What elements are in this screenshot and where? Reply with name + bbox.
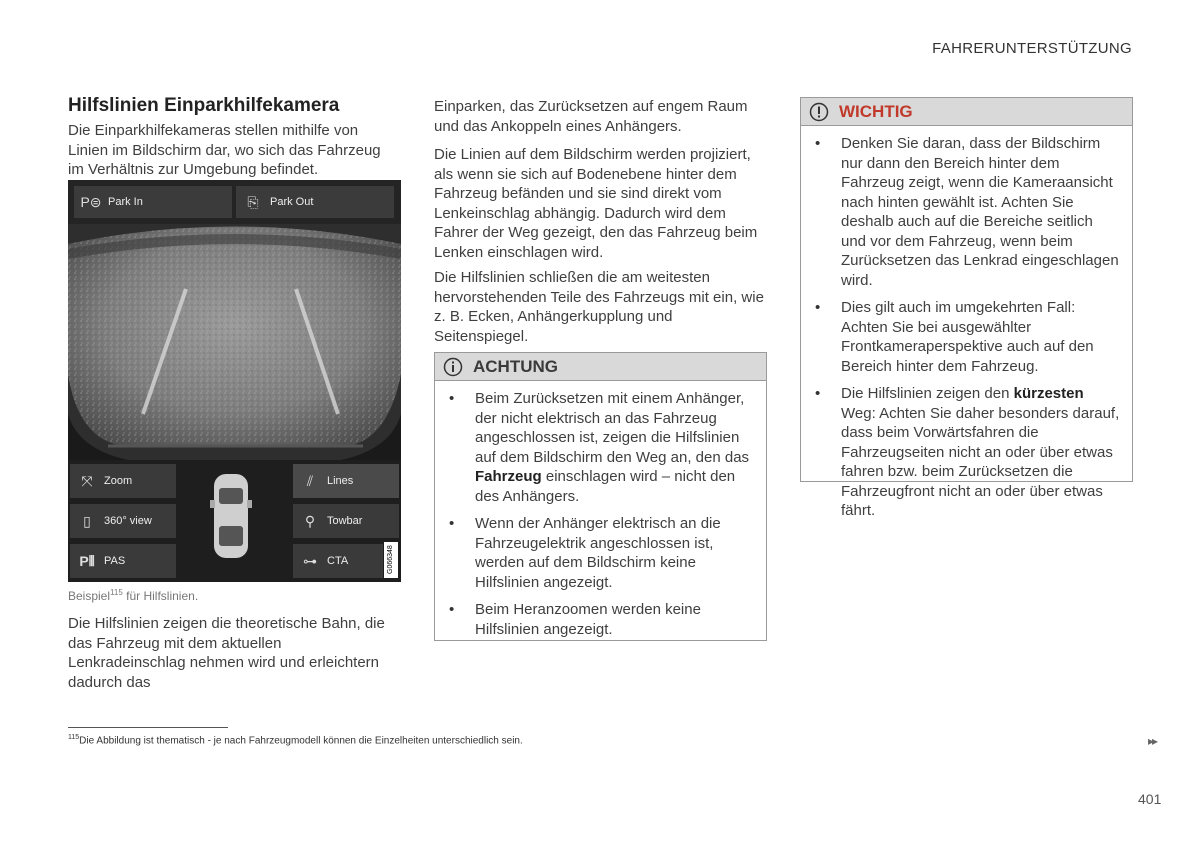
lines-icon: ⫽: [306, 472, 314, 489]
paragraph-continued: Einparken, das Zurücksetzen auf engem Raum und das Ankoppeln eines Anhängers.: [434, 98, 748, 135]
attention-item-text: Beim Zurücksetzen mit einem Anhänger, der nicht elektrisch an das Fahrzeug angeschlossen ist, zeigen die Hilfslinien auf dem Bildschirm den Weg an, den das: [475, 390, 750, 466]
footnote: [68, 734, 523, 746]
zoom-icon: ⤧: [81, 472, 93, 489]
intro-paragraph: Die Einparkhilfekameras stellen mithilfe von Linien im Bildschirm dar, wo sich das Fahrzeug im Verhältnis zur Umgebung befindet.: [68, 122, 381, 178]
park-out-label: Park Out: [270, 196, 314, 208]
attention-item: • Beim Heranzoomen werden keine Hilfslinien angezeigt.: [447, 600, 754, 639]
park-in-icon: P⊜: [80, 193, 102, 210]
paragraph-protruding-parts: Die Hilfslinien schließen die am weitesten hervorstehenden Teile des Fahrzeugs mit ein, wie z. B. Ecken, Anhängerkupplung und Seitenspiegel.: [434, 269, 764, 345]
park-out-button[interactable]: [236, 186, 394, 218]
towbar-label: Towbar: [327, 515, 363, 527]
image-code: G066348: [384, 542, 398, 578]
lines-button[interactable]: [293, 464, 399, 498]
cta-button[interactable]: [293, 544, 383, 578]
zoom-button[interactable]: [70, 464, 176, 498]
warning-box: [800, 97, 1133, 519]
park-in-button[interactable]: [74, 186, 232, 218]
pas-label: PAS: [104, 555, 126, 567]
attention-list: [435, 381, 766, 655]
page-number: 401: [1138, 791, 1162, 807]
pas-button[interactable]: [70, 544, 176, 578]
warning-header: [801, 98, 1132, 126]
attention-header: [435, 353, 766, 381]
attention-label: ACHTUNG: [473, 356, 558, 376]
caption-suffix: für Hilfslinien.: [122, 589, 199, 603]
cta-label: CTA: [327, 555, 349, 567]
paragraph-projection: Die Linien auf dem Bildschirm werden projiziert, als wenn sie sich auf Bodenebene hinter dem Fahrzeug befänden und sie sind direkt vom Lenkeinschlag abhängig. Dadurch wird dem Fahrer der Weg gezeigt, den das Fahrzeug beim Lenken einschlagen wird.: [434, 146, 758, 261]
warning-item-emphasis: kürzesten: [1013, 385, 1084, 402]
zoom-label: Zoom: [104, 475, 133, 487]
caption-prefix: Beispiel: [68, 589, 111, 603]
caption-footnote-ref[interactable]: 115: [110, 588, 123, 597]
pas-icon: P⫴: [79, 552, 95, 569]
warning-label: WICHTIG: [839, 101, 913, 121]
view360-label: 360° view: [104, 515, 152, 527]
exclamation-icon: [809, 102, 829, 122]
attention-box: [434, 352, 767, 641]
warning-item-text: Die Hilfslinien zeigen den: [841, 385, 1014, 402]
car-top-view-icon: [210, 470, 252, 562]
car-top-icon: ▯: [83, 512, 91, 529]
attention-item-emphasis: Fahrzeug: [475, 468, 542, 485]
park-in-label: Park In: [108, 196, 143, 208]
park-out-icon: ⎘: [247, 193, 259, 210]
lines-label: Lines: [327, 475, 354, 487]
attention-item-text: einschlagen wird – nicht den des Anhängers.: [475, 468, 736, 505]
towbar-icon: ⚲: [304, 512, 316, 529]
paragraph-guidelines: Die Hilfslinien zeigen die theoretische Bahn, die das Fahrzeug mit dem aktuellen Lenkradeinschlag nehmen wird und erleichtern dadurch das: [68, 615, 385, 691]
warning-item: [813, 384, 1120, 521]
towbar-button[interactable]: [293, 504, 399, 538]
warning-item: • Dies gilt auch im umgekehrten Fall: Achten Sie bei ausgewählter Frontkameraperspektive auch auf den Bereich hinter dem Fahrzeug.: [813, 298, 1120, 376]
page-title: Hilfslinien Einparkhilfekamera: [68, 95, 340, 116]
camera-screen-figure: [68, 180, 401, 582]
footnote-text: Die Abbildung ist thematisch - je nach Fahrzeugmodell können die Einzelheiten unterschiedlich sein.: [79, 735, 523, 747]
view360-button[interactable]: [70, 504, 176, 538]
warning-item: • Denken Sie daran, dass der Bildschirm nur dann den Bereich hinter dem Fahrzeug zeigt, wenn die Kameraansicht nach hinten gewählt ist. Achten Sie deshalb auch auf die Bereiche seitlich und vor dem Fahrzeug, wenn beim Zurücksetzen das Lenkrad eingeschlagen wird.: [813, 134, 1120, 290]
next-page-arrows-icon[interactable]: ▸▸: [1148, 734, 1157, 748]
attention-item: • Wenn der Anhänger elektrisch an die Fahrzeugelektrik angeschlossen ist, werden auf dem Bildschirm keine Hilfslinien angezeigt.: [447, 514, 754, 592]
rear-camera-view: [68, 224, 401, 460]
footnote-ref: 115: [68, 734, 80, 741]
cta-icon: ⊶: [303, 552, 317, 569]
warning-item-text: Weg: Achten Sie daher besonders darauf, dass beim Vorwärtsfahren die Fahrzeugseiten nicht an oder über etwas fahren bzw. beim Zurücksetzen die Fahrzeugfront nicht an oder über etwas fährt.: [841, 404, 1120, 519]
warning-list: [801, 126, 1132, 537]
attention-item: [447, 389, 754, 506]
info-icon: [443, 357, 463, 377]
footnote-divider: [68, 727, 228, 728]
figure-caption: [68, 588, 198, 603]
section-header: FAHRERUNTERSTÜTZUNG: [932, 40, 1132, 57]
